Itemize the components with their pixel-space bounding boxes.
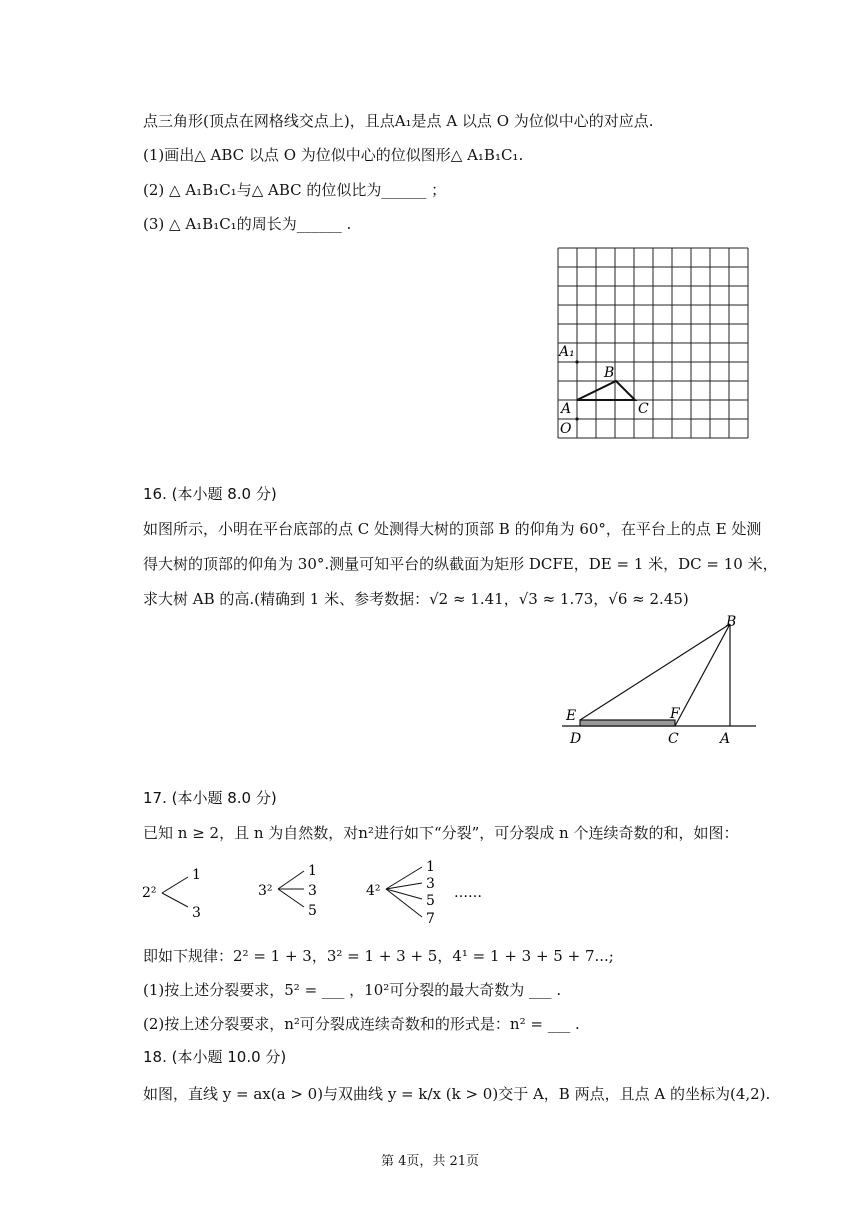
grid-figure — [548, 236, 758, 446]
label-b: B — [726, 614, 737, 630]
tree-figure — [560, 610, 760, 750]
svg-text:1: 1 — [426, 859, 435, 875]
q18-heading: 18. (本小题 10.0 分) — [143, 1048, 287, 1066]
svg-text:5: 5 — [426, 893, 435, 909]
svg-text:5: 5 — [308, 903, 317, 919]
q16-line2: 得大树的顶部的仰角为 30°.测量可知平台的纵截面为矩形 DCFE，DE = 1 米，DC = 10 米， — [143, 555, 778, 573]
sq2-label: 2² — [142, 885, 157, 901]
label-c: C — [638, 401, 649, 417]
q18-line1: 如图，直线 y = ax(a > 0)与双曲线 y = k/x (k > 0)交于 A，B 两点，且点 A 的坐标为(4,2). — [143, 1085, 771, 1103]
sq4-label: 4² — [366, 883, 381, 899]
q17-part2: (2)按上述分裂要求，n²可分裂成连续奇数和的形式是：n² = ___ . — [143, 1015, 580, 1033]
label-f: F — [670, 706, 680, 722]
svg-text:3: 3 — [308, 883, 317, 899]
label-a1: A₁ — [559, 344, 575, 360]
svg-text:1: 1 — [308, 863, 317, 879]
ellipsis: …… — [454, 885, 482, 901]
q15-part1: (1)画出△ ABC 以点 O 为位似中心的位似图形△ A₁B₁C₁. — [143, 146, 524, 164]
label-o: O — [560, 421, 572, 437]
svg-text:7: 7 — [426, 911, 435, 927]
split-figure — [140, 855, 500, 930]
q17-line1: 已知 n ≥ 2，且 n 为自然数，对n²进行如下“分裂”，可分裂成 n 个连续奇数的和，如图： — [143, 824, 739, 842]
svg-text:3: 3 — [426, 876, 435, 892]
q17-heading: 17. (本小题 8.0 分) — [143, 789, 277, 807]
svg-text:1: 1 — [192, 867, 201, 883]
label-b: B — [604, 365, 615, 381]
platform — [580, 720, 675, 726]
q15-part3: (3) △ A₁B₁C₁的周长为______ . — [143, 215, 352, 233]
q16-line3: 求大树 AB 的高.(精确到 1 米、参考数据：√2 ≈ 1.41，√3 ≈ 1.73，√6 ≈ 2.45) — [143, 590, 689, 608]
label-a: A — [720, 731, 731, 747]
q16-heading: 16. (本小题 8.0 分) — [143, 485, 277, 503]
q17-part1: (1)按上述分裂要求，5² = ___ ，10²可分裂的最大奇数为 ___ . — [143, 981, 562, 999]
page-footer: 第 4页，共 21页 — [380, 1154, 480, 1169]
q15-intro: 点三角形(顶点在网格线交点上)，且点A₁是点 A 以点 O 为位似中心的对应点. — [143, 112, 654, 130]
q15-part2: (2) △ A₁B₁C₁与△ ABC 的位似比为______ ； — [143, 181, 447, 199]
label-d: D — [570, 731, 582, 747]
q16-line1: 如图所示，小明在平台底部的点 C 处测得大树的顶部 B 的仰角为 60°，在平台上的点 E 处测 — [143, 520, 762, 538]
triangle-abc — [577, 381, 635, 400]
label-a: A — [561, 401, 572, 417]
label-c: C — [668, 731, 679, 747]
sq3-label: 3² — [258, 883, 273, 899]
label-e: E — [566, 708, 577, 724]
q17-rule: 即如下规律：2² = 1 + 3，3² = 1 + 3 + 5，4¹ = 1 + 3 + 5 + 7...; — [143, 947, 614, 965]
svg-text:3: 3 — [192, 905, 201, 921]
